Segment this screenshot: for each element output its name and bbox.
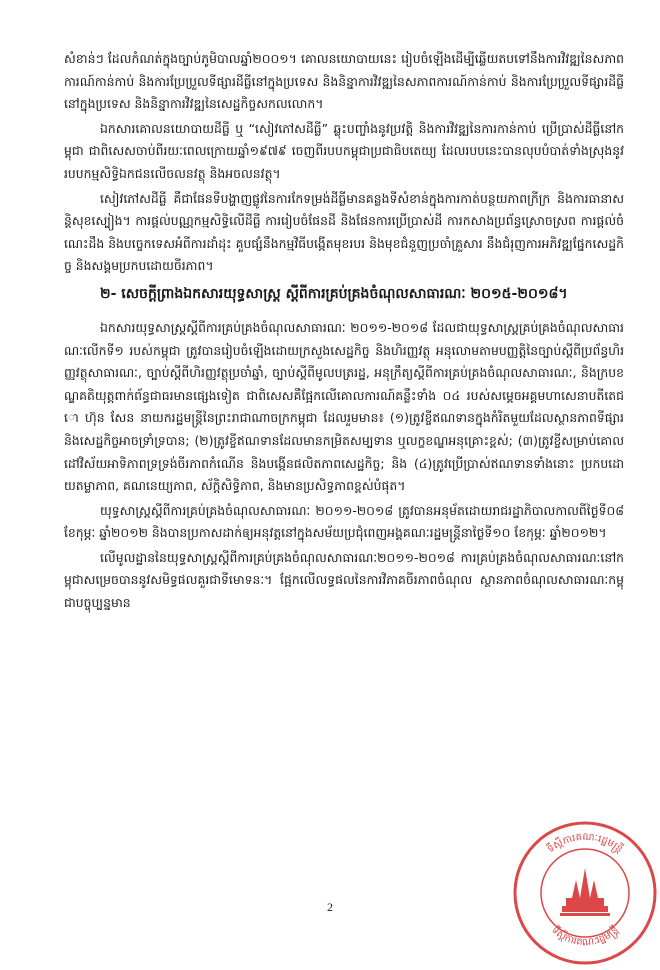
paragraph: សៀវភៅសដីធ្លី គឺជាផែនទីបង្ហាញផ្លូវនៃការកែទម្រង់ដីធ្លីមានគន្លងទីសំខាន់ក្នុងការកាត់បន្ថយភាពក្រីក្រ និងការធានាសន្តិសុខស្បៀង។ ការផ្ដល់បណ្ណកម្មសិទ្ធិលើដីធ្លី ការរៀបចំផែនដី និងផែនការប្រើប្រាស់ដី ការកសាងប្រព័ន្ធស្រោចស្រព ការផ្ដល់ចំណេះដឹង និងបច្ចេកទេសអំពីការដាំដុះ គួបផ្សំនឹងកម្មវិធីបង្កើតមុខរបរ និងមុខជំនួញប្រចាំគ្រួសារ នឹងជំរុញការអភិវឌ្ឍផ្នែកសេដ្ឋកិច្ច និងសង្គមប្រកបដោយចីរភាព។ [64,190,624,274]
paragraph: សំខាន់ៗ ដែលកំណត់ក្នុងច្បាប់ភូមិបាលឆ្នាំ២០០១។ គោលនយោបាយនេះ រៀបចំឡើងដើម្បីឆ្លើយតបទៅនឹងការវិវឌ្ឍនៃសភាពការណ៍កាន់កាប់ និងការប្រែប្រួលទីផ្សារដីធ្លីនៅក្នុងប្រទេស និងនិន្នាការវិវឌ្ឍនៃសភាពការណ៍កាន់កាប់ និងការប្រែប្រួលទីផ្សារដីធ្លីនៅក្នុងប្រទេស និងនិន្នាការវិវឌ្ឍនៃសេដ្ឋកិច្ចសកលលោក។ [64,51,624,112]
paragraph: ឯកសារគោលនយោបាយដីធ្លី ឬ “សៀវភៅសដីធ្លី” ឆ្លុះបញ្ចាំងនូវប្រវត្តិ និងការវិវឌ្ឍនៃការកាន់កាប់ ប្រើប្រាស់ដីធ្លីនៅកម្ពុជា ជាពិសេសចាប់ពីរយៈពេលក្រោយឆ្នាំ១៩៧៩ ចេញពីរបបកម្ពុជាប្រជាធិបតេយ្យ ដែលរបបនេះបានលុបបំបាត់ទាំងស្រុងនូវរបបកម្មសិទ្ធិឯកជនលើចលនវត្ថុ និងអចលនវត្ថុ។ [64,120,624,181]
paragraph: យុទ្ធសាស្ត្រស្ដីពីការគ្រប់គ្រងចំណុលសាធារណៈ ២០១១-២០១៨ ត្រូវបានអនុម័តដោយរាជរដ្ឋាភិបាលកាលពីថ្ងៃទី០៨ ខែកុម្ភៈ ឆ្នាំ២០១២ និងបានប្រកាសដាក់ឲ្យអនុវត្តនៅក្នុងសម័យប្រជុំពេញអង្គគណៈរដ្ឋមន្ត្រីនាថ្ងៃទី១០ ខែកុម្ភៈ ឆ្នាំ២០១២។ [64,502,624,541]
paragraph: ឯកសារយុទ្ធសាស្ត្រស្ដីពីការគ្រប់គ្រងចំណុលសាធារណៈ ២០១១-២០១៨ ដែលជាយុទ្ធសាស្ត្រគ្រប់គ្រងចំណុលសាធារណៈលើកទី១ របស់កម្ពុជា ត្រូវបានរៀបចំឡើងដោយក្រសួងសេដ្ឋកិច្ច និងហិរញ្ញវត្ថុ អនុលោមតាមបញ្ញត្តិនៃច្បាប់ស្ដីពីប្រព័ន្ធហិរញ្ញវត្ថុសាធារណៈ, ច្បាប់ស្ដីពីហិរញ្ញវត្ថុប្រចាំឆ្នាំ, ច្បាប់ស្ដីពីមូលបត្ររដ្ឋ, អនុក្រឹត្យស្ដីពីការគ្រប់គ្រងចំណុលសាធារណៈ, និងក្របខណ្ឌគតិយុត្តពាក់ព័ន្ធជាធរមានផ្សេងទៀត ជាពិសេសគឺផ្អែកលើគោលការណ៍គន្លឹះទាំង ០៤ របស់សម្ដេចអគ្គមហាសេនាបតីតេជោ ហ៊ុន សែន នាយករដ្ឋមន្ត្រីនៃព្រះរាជាណាចក្រកម្ពុជា ដែលរួមមាន៖ (១)ត្រូវខ្ចីឥណទានក្នុងកំរិតមួយដែលស្ថានភាពទីផ្សារ និងសេដ្ឋកិច្ចអាចទ្រាំទ្របាន; (២)ត្រូវខ្ចីឥណទានដែលមានកម្រិតសម្បទាន ឬលក្ខខណ្ឌអនុគ្រោះខ្ពស់; (៣)ត្រូវខ្ចីសម្រាប់គោលដៅវិស័យអាទិភាពទ្រទ្រង់ចីរភាពកំណើន និងបង្កើនផលិតភាពសេដ្ឋកិច្ច; និង (៤)ត្រូវប្រើប្រាស់ឥណទានទាំងនោះ ប្រកបដោយតម្លាភាព, គណនេយ្យភាព, ស័ក្តិសិទ្ធិភាព, និងមានប្រសិទ្ធភាពខ្ពស់បំផុត។ [64,319,624,494]
section-heading: ២- សេចក្ដីព្រាងឯកសារយុទ្ធសាស្ត្រ ស្ដីពីការគ្រប់គ្រងចំណុលសាធារណៈ ២០១៥-២០១៨។ [100,285,568,302]
seal-bottom-text: ទីស្ដីការគណៈរដ្ឋមន្ត្រី [549,924,621,949]
document-body [64,48,624,617]
paragraph: លើមូលដ្ឋាននៃយុទ្ធសាស្ត្រស្ដីពីការគ្រប់គ្រងចំណុលសាធារណៈ២០១១-២០១៨ ការគ្រប់គ្រងចំណុលសាធារណៈនៅកម្ពុជាសម្រេចបាននូវសមិទ្ធផលគួរជាទីមោទនៈ។ ផ្អែកលើលទ្ធផលនៃការវិភាគចីរភាពចំណុល ស្ថានភាពចំណុលសាធារណៈកម្ពុជាបច្ចុប្បន្នមាន [64,549,624,611]
page-number: 2 [327,900,333,914]
official-seal [510,818,660,968]
seal-temple-emblem [560,868,610,916]
seal-top-text: ទីស្ដីការគណៈរដ្ឋមន្ត្រី [545,831,625,856]
